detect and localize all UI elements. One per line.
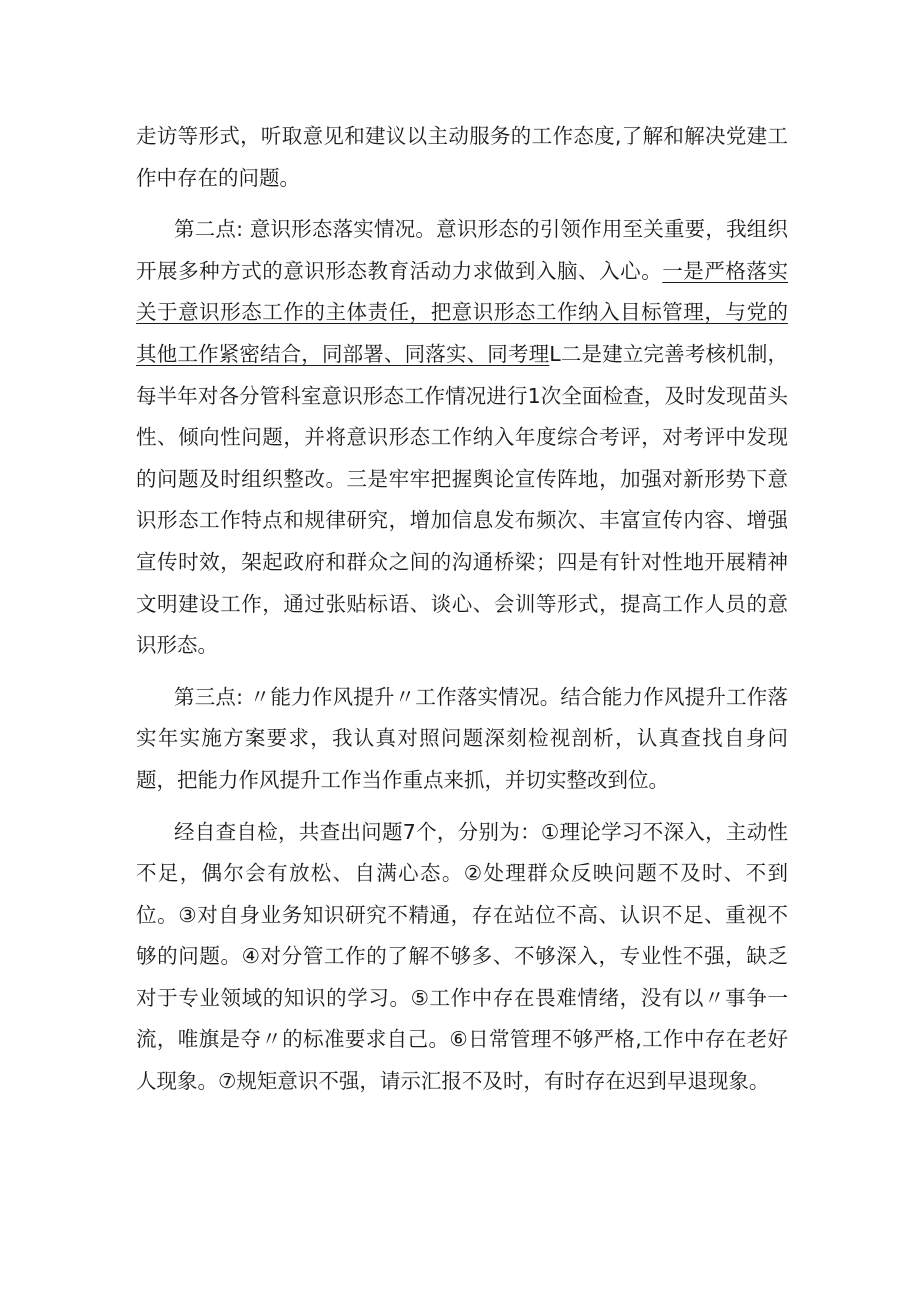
document-body xyxy=(136,116,788,1113)
paragraph-text: 走访等形式，听取意见和建议以主动服务的工作态度,了解和解决党建工作中存在的问题。 xyxy=(136,124,788,190)
paragraph-self-check xyxy=(136,812,788,1103)
paragraph-text: L二是建立完善考核机制，每半年对各分管科室意识形态工作情况进行1次全面检查，及时发现苗头性、倾向性问题，并将意识形态工作纳入年度综合考评，对考评中发现的问题及时组织整改。三是牢牢把握舆论宣传阵地，加强对新形势下意识形态工作特点和规律研究，增加信息发布频次、丰富宣传内容、增强宣传时效，架起政府和群众之间的沟通桥梁；四是有针对性地开展精神文明建设工作，通过张贴标语、谈心、会训等形式，提高工作人员的意识形态。 xyxy=(136,341,789,658)
paragraph-text: 第二点: 意识形态落实情况。意识形态的引领作用至关重要，我组织开展多种方式的意识形态教育活动力求做到入脑、入心。 xyxy=(136,217,788,283)
paragraph-capability xyxy=(136,677,788,802)
paragraph-intro-continuation xyxy=(136,116,788,199)
paragraph-text: 经自查自检，共查出问题7个，分别为：①理论学习不深入，主动性不足，偶尔会有放松、自满心态。②处理群众反映问题不及时、不到位。③对自身业务知识研究不精通，存在站位不高、认识不足、重视不够的问题。④对分管工作的了解不够多、不够深入，专业性不强，缺乏对于专业领域的知识的学习。⑤工作中存在畏难情绪，没有以〃事争一流，唯旗是夺〃的标准要求自己。⑥日常管理不够严格,工作中存在老好人现象。⑦规矩意识不强，请示汇报不及时，有时存在迟到早退现象。 xyxy=(136,819,788,1094)
paragraph-text: 第三点: 〃能力作风提升〃工作落实情况。结合能力作风提升工作落实年实施方案要求，我认真对照问题深刻检视剖析，认真查找自身问题，把能力作风提升工作当作重点来抓，并切实整改到位。 xyxy=(136,684,788,792)
underlined-text: 一是严格落实关于意识形态工作的主体责任，把意识形态工作纳入目标管理，与党的其他工作紧密结合，同部署、同落实、同考理 xyxy=(136,258,788,366)
paragraph-ideology xyxy=(136,209,788,667)
